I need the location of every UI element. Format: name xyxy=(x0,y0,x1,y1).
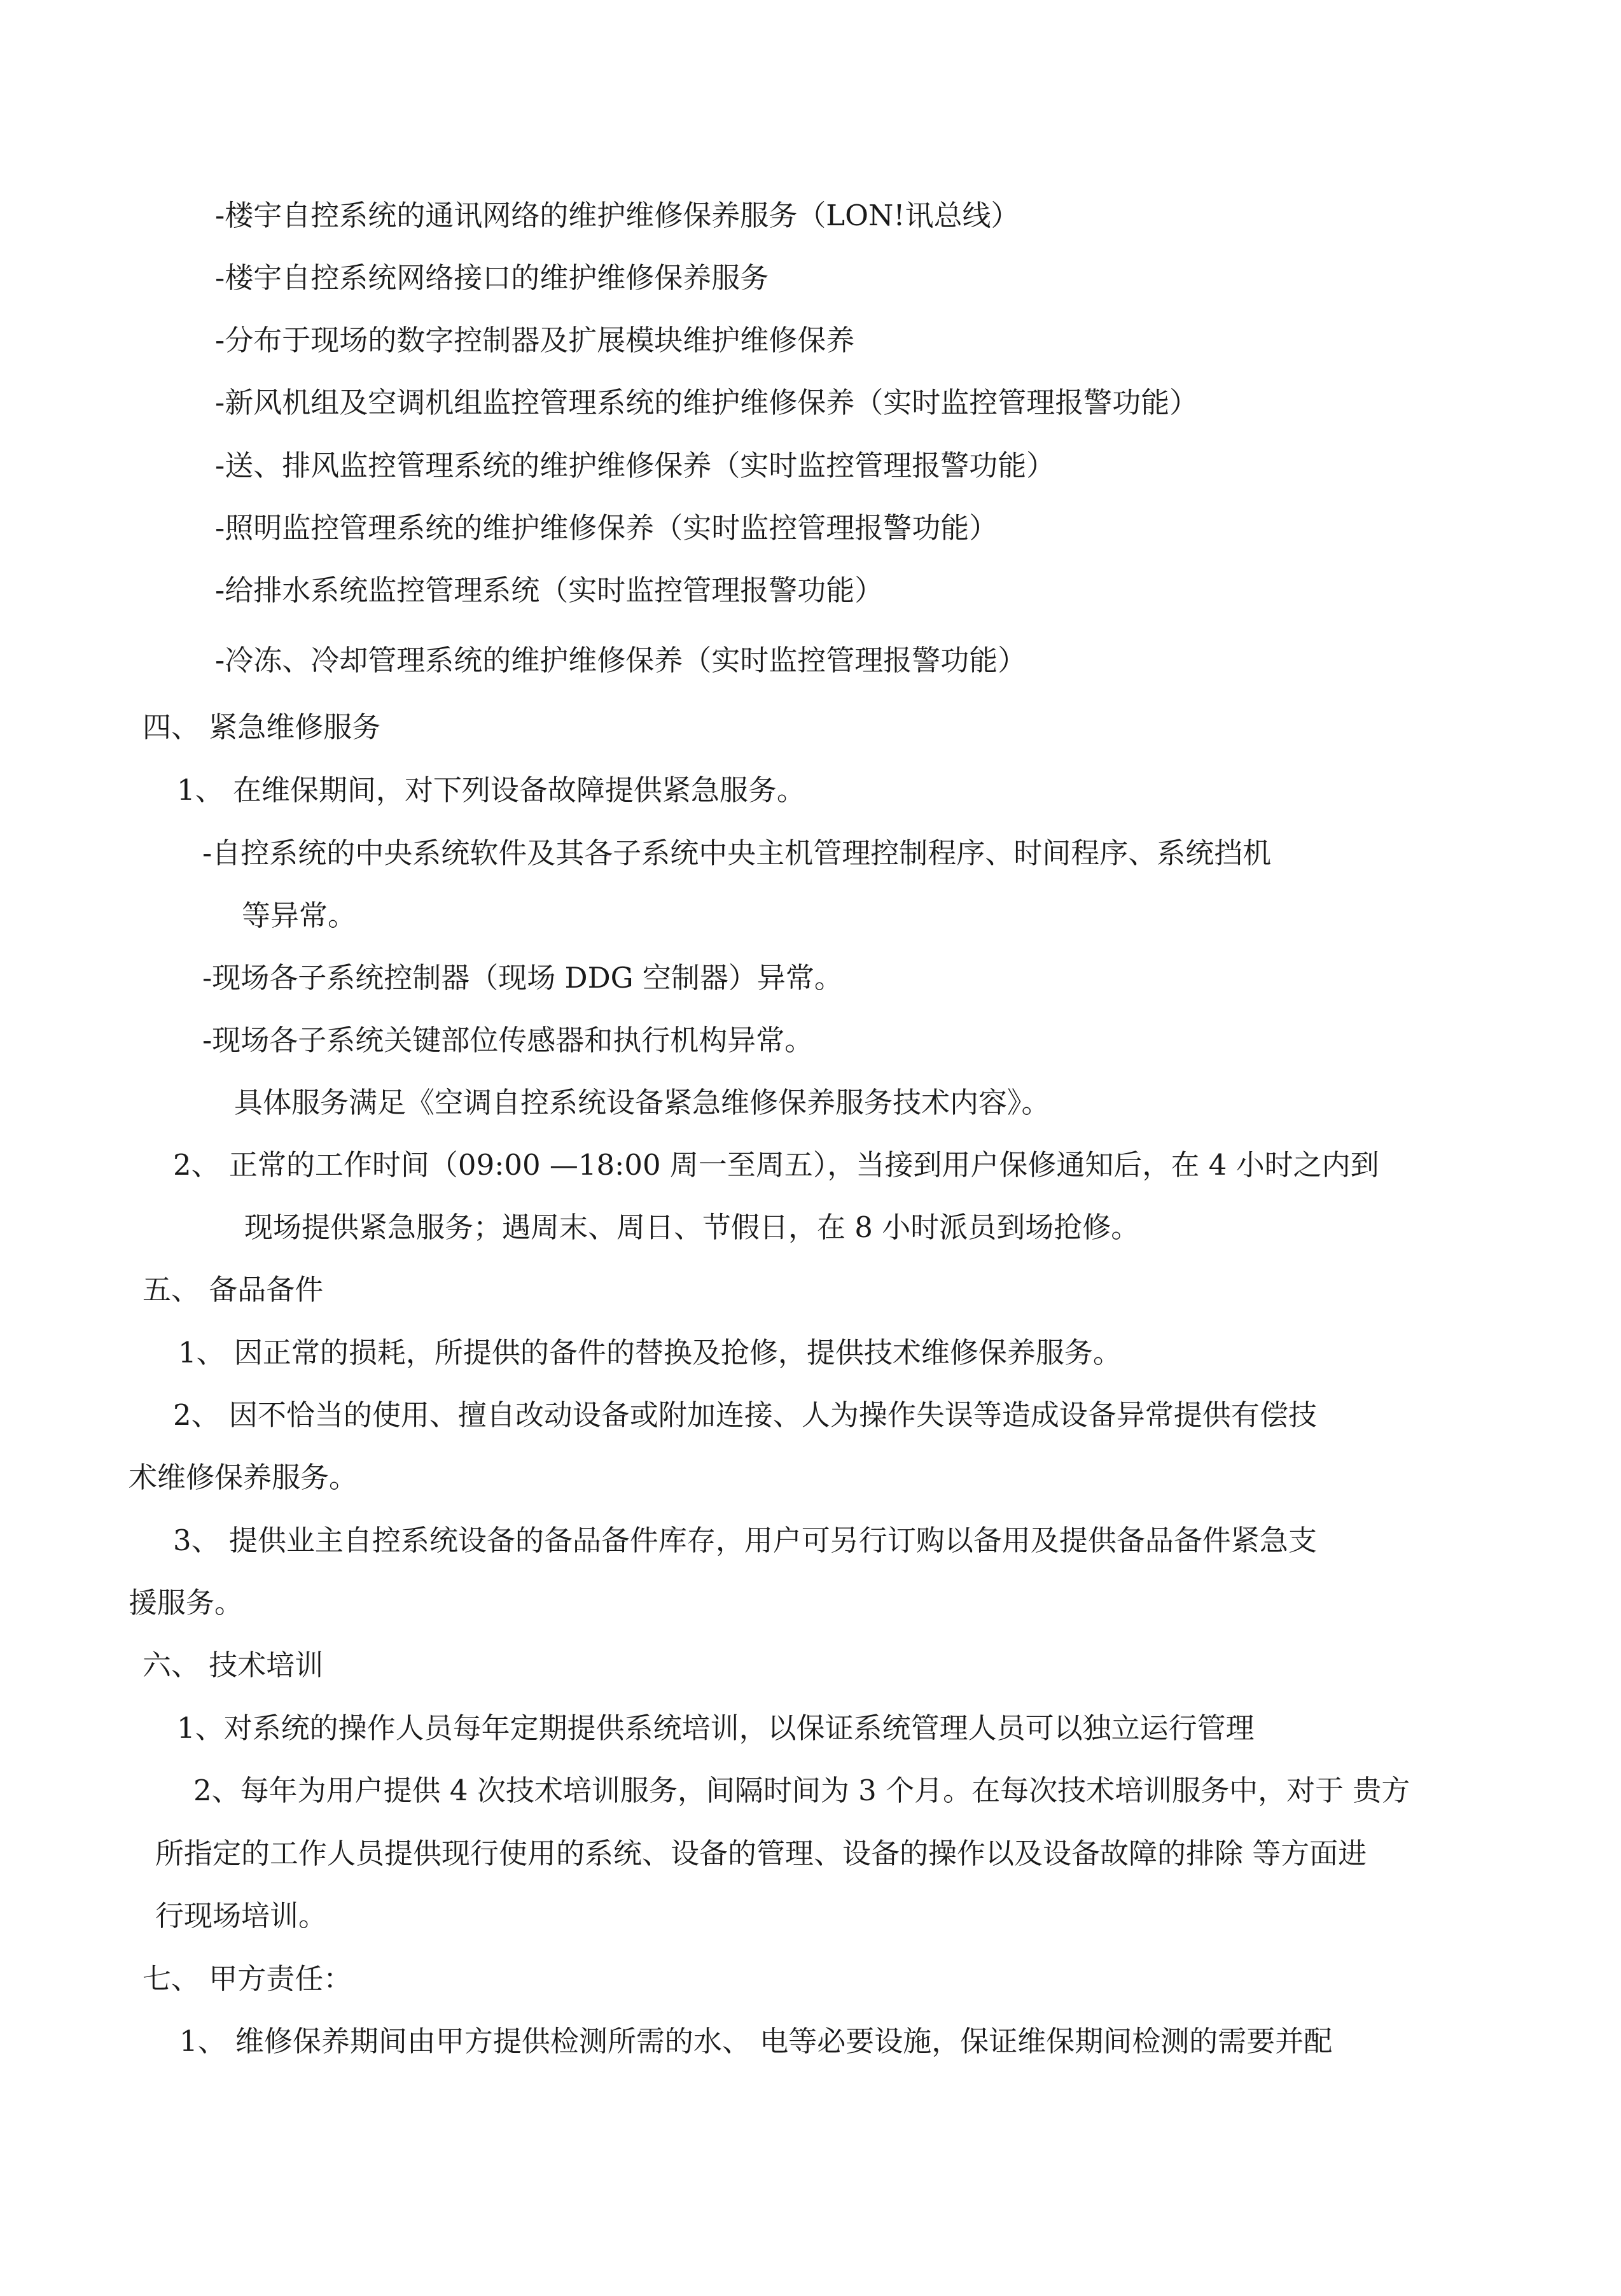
section-heading: 七、 甲方责任： xyxy=(143,1962,352,1996)
text-line: -分布于现场的数字控制器及扩展模块维护维修保养 xyxy=(215,323,855,357)
section-heading: 五、 备品备件 xyxy=(143,1273,324,1306)
text-line: -楼宇自控系统的通讯网络的维护维修保养服务（LON!讯总线） xyxy=(215,199,1020,232)
text-line: 1、 因正常的损耗，所提供的备件的替换及抢修，提供技术维修保养服务。 xyxy=(178,1336,1122,1369)
text-line: 现场提供紧急服务；遇周末、周日、节假日，在 8 小时派员到场抢修。 xyxy=(244,1210,1140,1244)
text-line: -楼宇自控系统网络接口的维护维修保养服务 xyxy=(215,261,769,295)
text-line: 1、 在维保期间，对下列设备故障提供紧急服务。 xyxy=(177,773,805,807)
text-line: -冷冻、冷却管理系统的维护维修保养（实时监控管理报警功能） xyxy=(215,643,1027,677)
text-line: 1、对系统的操作人员每年定期提供系统培训，以保证系统管理人员可以独立运行管理 xyxy=(177,1711,1255,1745)
text-line: 具体服务满足《空调自控系统设备紧急维修保养服务技术内容》。 xyxy=(234,1086,1050,1119)
text-line: 等异常。 xyxy=(242,899,357,932)
text-line: -自控系统的中央系统软件及其各子系统中央主机管理控制程序、时间程序、系统挡机 xyxy=(202,836,1272,870)
text-line: 援服务。 xyxy=(129,1586,244,1620)
text-line: 行现场培训。 xyxy=(155,1899,328,1933)
text-line: 2、每年为用户提供 4 次技术培训服务，间隔时间为 3 个月。在每次技术培训服务中，对于 贵方 xyxy=(193,1774,1410,1807)
text-line: -给排水系统监控管理系统（实时监控管理报警功能） xyxy=(215,573,884,607)
text-line: -现场各子系统关键部位传感器和执行机构异常。 xyxy=(202,1023,814,1057)
text-line: -现场各子系统控制器（现场 DDG 空制器）异常。 xyxy=(202,961,843,995)
text-line: 2、 正常的工作时间（09:00 —18:00 周一至周五），当接到用户保修通知后，在 4 小时之内到 xyxy=(173,1148,1379,1182)
text-line: 术维修保养服务。 xyxy=(129,1460,358,1494)
section-heading: 六、 技术培训 xyxy=(143,1648,324,1682)
text-line: -新风机组及空调机组监控管理系统的维护维修保养（实时监控管理报警功能） xyxy=(215,386,1199,419)
text-line: -送、排风监控管理系统的维护维修保养（实时监控管理报警功能） xyxy=(215,449,1055,482)
text-line: 所指定的工作人员提供现行使用的系统、设备的管理、设备的操作以及设备故障的排除 等方面进 xyxy=(155,1837,1367,1870)
text-line: 1、 维修保养期间由甲方提供检测所需的水、 电等必要设施，保证维保期间检测的需要并配 xyxy=(179,2024,1333,2058)
section-heading: 四、 紧急维修服务 xyxy=(143,710,381,744)
text-line: 3、 提供业主自控系统设备的备品备件库存，用户可另行订购以备用及提供备品备件紧急支 xyxy=(173,1523,1317,1557)
text-line: -照明监控管理系统的维护维修保养（实时监控管理报警功能） xyxy=(215,511,998,545)
text-line: 2、 因不恰当的使用、擅自改动设备或附加连接、人为操作失误等造成设备异常提供有偿技 xyxy=(173,1398,1317,1432)
